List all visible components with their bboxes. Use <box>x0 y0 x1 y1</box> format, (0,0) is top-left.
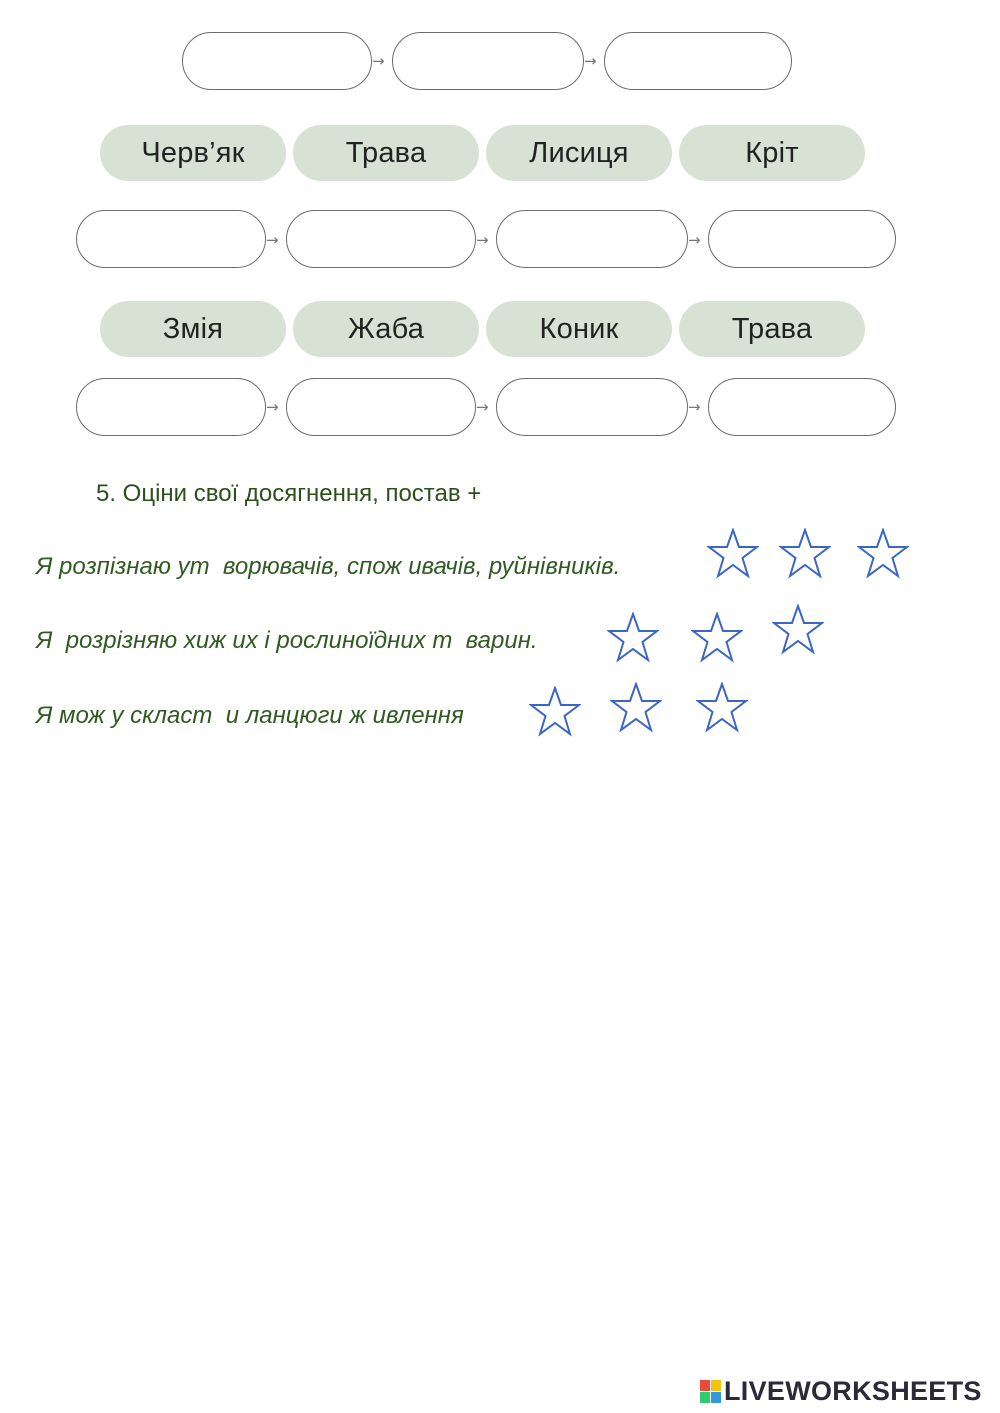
star-outline-icon[interactable] <box>610 682 662 734</box>
logo-mark-icon <box>700 1380 721 1403</box>
word-pill[interactable]: Лисиця <box>486 125 672 181</box>
star-outline-icon[interactable] <box>857 528 909 580</box>
self-assessment-statement: Я розпізнаю ут ворювачів, спож ивачів, руйнівників. <box>36 553 621 580</box>
star-outline-icon[interactable] <box>607 612 659 664</box>
star-outline-icon[interactable] <box>696 682 748 734</box>
star-outline-icon[interactable] <box>707 528 759 580</box>
liveworksheets-logo <box>700 1376 982 1407</box>
task-title: 5. Оціни свої досягнення, постав + <box>96 480 482 507</box>
self-assessment-statement: Я мож у скласт и ланцюги ж ивлення <box>36 702 464 729</box>
arrow-right-icon: → <box>584 52 597 70</box>
star-outline-icon[interactable] <box>772 604 824 656</box>
star-outline-icon[interactable] <box>779 528 831 580</box>
answer-box[interactable] <box>496 210 688 268</box>
word-pill[interactable]: Черв’як <box>100 125 286 181</box>
answer-box[interactable] <box>496 378 688 436</box>
arrow-right-icon: → <box>266 231 279 249</box>
word-pill[interactable]: Змія <box>100 301 286 357</box>
answer-box[interactable] <box>286 210 476 268</box>
arrow-right-icon: → <box>688 231 701 249</box>
self-assessment-statement: Я розрізняю хиж их і рослиноїдних т варин. <box>36 627 538 654</box>
answer-box[interactable] <box>604 32 792 90</box>
answer-box[interactable] <box>182 32 372 90</box>
arrow-right-icon: → <box>372 52 385 70</box>
answer-box[interactable] <box>708 210 896 268</box>
answer-box[interactable] <box>76 378 266 436</box>
logo-text: LIVEWORKSHEETS <box>724 1376 982 1406</box>
arrow-right-icon: → <box>688 398 701 416</box>
answer-box[interactable] <box>76 210 266 268</box>
star-outline-icon[interactable] <box>529 686 581 738</box>
word-pill[interactable]: Коник <box>486 301 672 357</box>
word-pill[interactable]: Кріт <box>679 125 865 181</box>
word-pill[interactable]: Трава <box>293 125 479 181</box>
answer-box[interactable] <box>286 378 476 436</box>
arrow-right-icon: → <box>476 231 489 249</box>
arrow-right-icon: → <box>476 398 489 416</box>
arrow-right-icon: → <box>266 398 279 416</box>
word-pill[interactable]: Трава <box>679 301 865 357</box>
word-pill[interactable]: Жаба <box>293 301 479 357</box>
answer-box[interactable] <box>392 32 584 90</box>
answer-box[interactable] <box>708 378 896 436</box>
star-outline-icon[interactable] <box>691 612 743 664</box>
